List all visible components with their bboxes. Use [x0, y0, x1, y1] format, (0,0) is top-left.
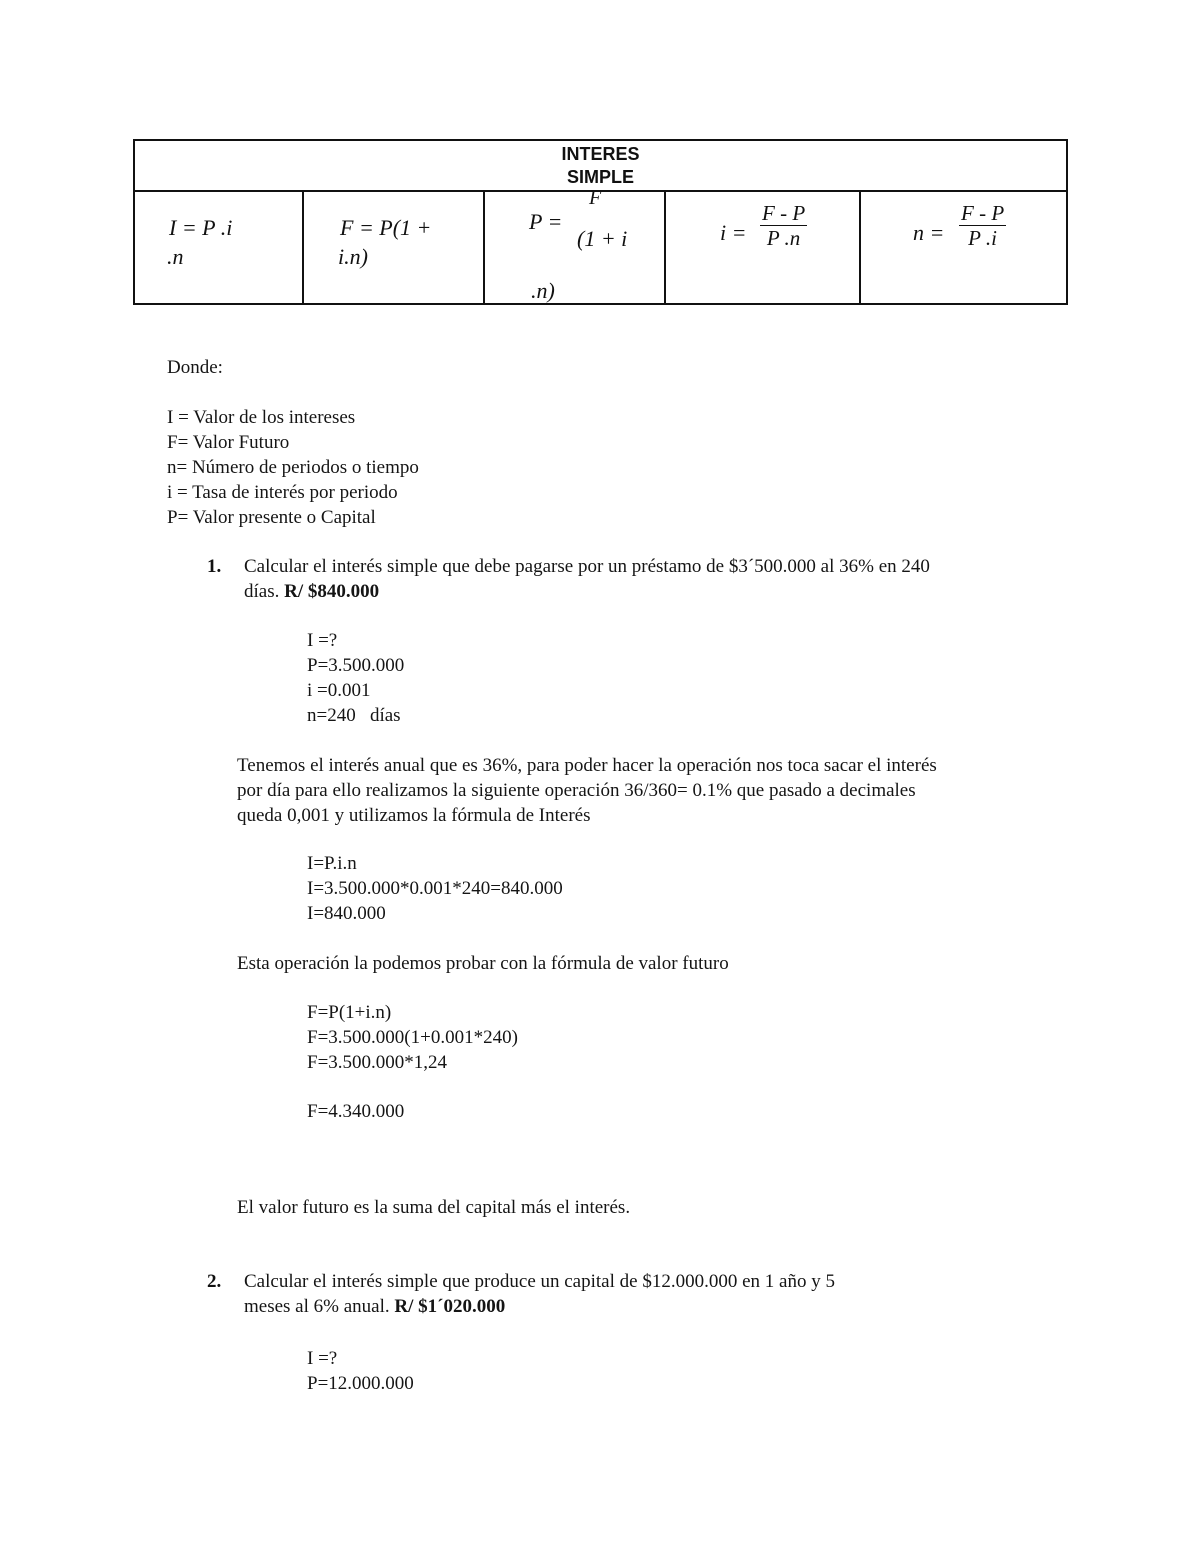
problem1-explanation-line: por día para ello realizamos la siguiente operación 36/360= 0.1% que pasado a decimales: [237, 780, 916, 801]
problem1-number: 1.: [207, 556, 222, 577]
problem1-given: i =0.001: [307, 680, 371, 701]
problem1-check-line: F=3.500.000*1,24: [307, 1052, 448, 1073]
formula-future-line2: i.n): [338, 244, 368, 269]
formula-future-line1: F = P(1 +: [340, 215, 432, 240]
formula-rate-numerator: F - P: [762, 201, 806, 225]
problem1-check-intro: Esta operación la podemos probar con la fórmula de valor futuro: [237, 953, 729, 974]
formula-present-paren: (1 + i: [577, 226, 628, 251]
definition-item: P= Valor presente o Capital: [167, 507, 376, 528]
problem1-answer: R/ $840.000: [284, 581, 380, 602]
problem2-statement-line2: [244, 1296, 505, 1318]
problem1-explanation-line: Tenemos el interés anual que es 36%, para poder hacer la operación nos toca sacar el interés: [237, 755, 937, 776]
problem2-given: P=12.000.000: [307, 1373, 414, 1394]
donde-label: Donde:: [167, 357, 223, 378]
problem1-given: P=3.500.000: [307, 655, 405, 676]
problem1-explanation-line: queda 0,001 y utilizamos la fórmula de Interés: [237, 805, 591, 826]
formula-interest-line1: I = P .i: [169, 215, 233, 240]
problem1-statement-end: días.: [244, 581, 280, 602]
formula-rate-denominator: P .n: [766, 226, 801, 250]
problem1-conclusion: El valor futuro es la suma del capital más el interés.: [237, 1197, 631, 1218]
problem2-number: 2.: [207, 1271, 222, 1292]
definition-item: F= Valor Futuro: [167, 432, 290, 453]
formula-rate-fraction: [760, 201, 807, 250]
problem2-answer: R/ $1´020.000: [394, 1296, 506, 1317]
problem2-statement-line1: Calcular el interés simple que produce un capital de $12.000.000 en 1 año y 5: [244, 1271, 835, 1292]
problem2-statement-end: meses al 6% anual.: [244, 1296, 390, 1317]
definition-item: I = Valor de los intereses: [167, 407, 356, 428]
table-header-line1: INTERES: [561, 144, 640, 164]
formula-present-line2: .n): [531, 278, 555, 303]
problem1-check-line: F=P(1+i.n): [307, 1002, 392, 1023]
formula-periods-numerator: F - P: [961, 201, 1005, 225]
problem1-statement-line2: [244, 581, 379, 603]
problem1-statement-line1: Calcular el interés simple que debe pagarse por un préstamo de $3´500.000 al 36% en 240: [244, 556, 930, 577]
formula-present-value-cell: [485, 187, 666, 305]
problem1-check-result: F=4.340.000: [307, 1101, 405, 1122]
definition-item: i = Tasa de interés por periodo: [167, 482, 398, 503]
problem1-given: n=240 días: [307, 705, 401, 726]
formula-periods-left: n =: [913, 220, 945, 245]
formula-future-value-cell: [304, 192, 485, 305]
table-header: [135, 141, 1066, 192]
problem1-given: I =?: [307, 630, 338, 651]
problem2-given: I =?: [307, 1348, 338, 1369]
definition-item: n= Número de periodos o tiempo: [167, 457, 419, 478]
formula-rate-cell: [666, 192, 861, 305]
problem1-calc-line: I=P.i.n: [307, 853, 357, 874]
formula-rate-left: i =: [720, 220, 747, 245]
formula-interest-line2: .n: [167, 244, 184, 269]
problem1-check-line: F=3.500.000(1+0.001*240): [307, 1027, 518, 1048]
problem1-calc-line: I=3.500.000*0.001*240=840.000: [307, 878, 563, 899]
formula-periods-cell: [861, 192, 1066, 305]
problem1-calc-line: I=840.000: [307, 903, 386, 924]
formula-interest-cell: [135, 192, 304, 305]
formula-periods-fraction: [959, 201, 1006, 250]
formula-present-left: P =: [529, 209, 563, 234]
formula-table: [133, 139, 1068, 305]
formula-periods-denominator: P .i: [968, 226, 997, 250]
table-header-line2: SIMPLE: [566, 167, 634, 187]
formula-present-numerator: F: [589, 187, 602, 209]
